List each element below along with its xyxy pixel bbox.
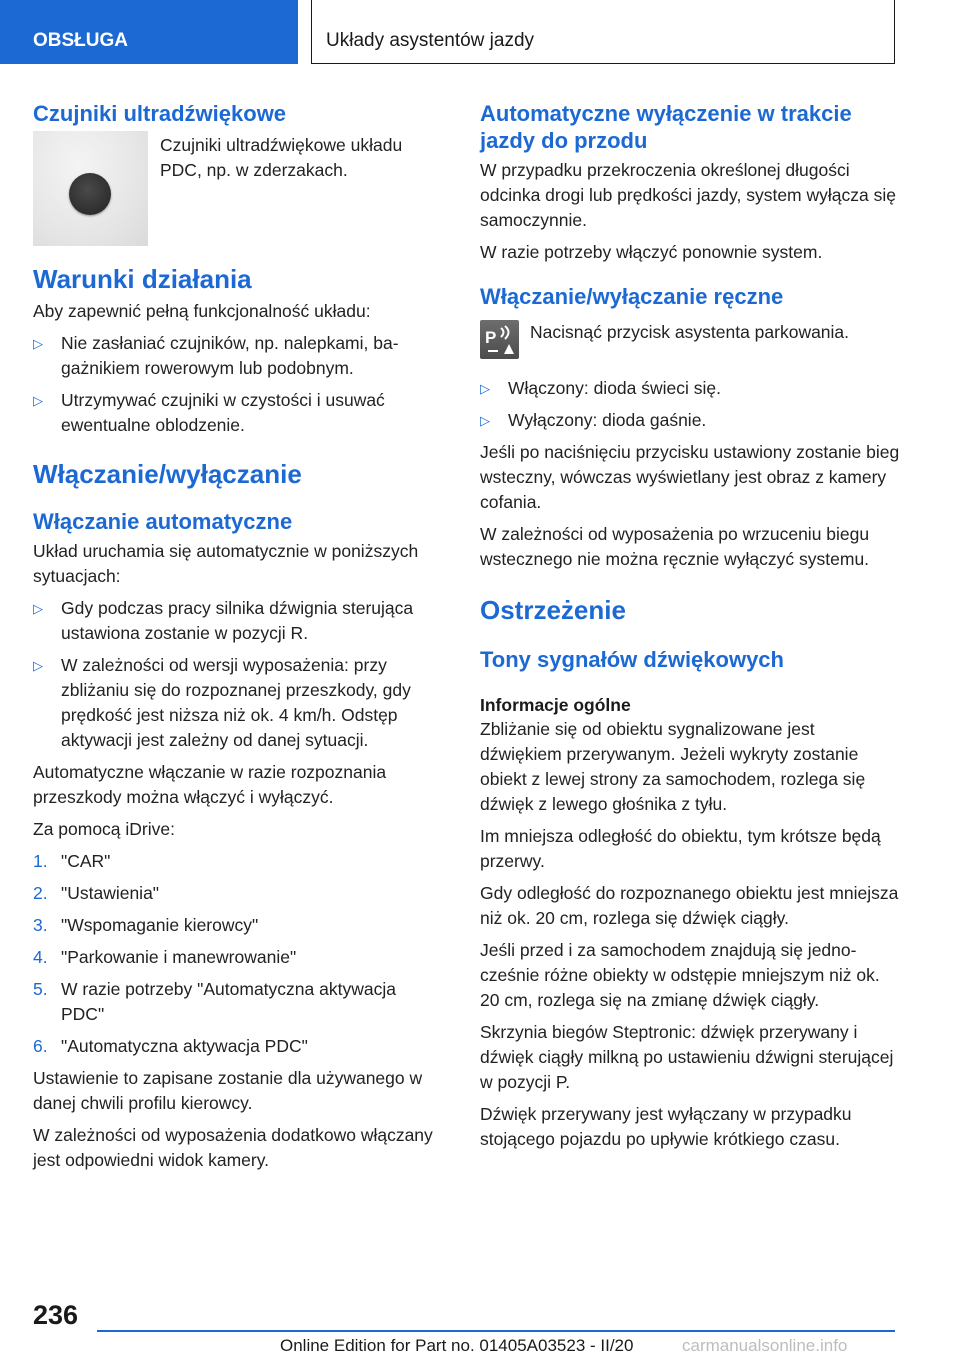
camera-para: W zależności od wyposażenia dodatkowo włączany jest odpowiedni widok kamery. bbox=[33, 1125, 433, 1170]
idrive-steps bbox=[33, 849, 443, 1059]
page-header bbox=[0, 0, 960, 66]
onoff-heading: Włączanie/wyłączanie bbox=[33, 459, 302, 489]
park-assist-symbol-icon bbox=[480, 320, 519, 359]
manual-list bbox=[480, 376, 900, 433]
conditions-list bbox=[33, 331, 443, 438]
tones-para: Skrzynia biegów Steptronic: dźwięk przerywany i dźwięk ciągły milkną po ustawieniu dźwigni sterującej w pozycji P. bbox=[480, 1022, 894, 1092]
triangle-bullet-icon: ▷ bbox=[33, 393, 43, 408]
park-assist-button-icon bbox=[480, 320, 519, 359]
step-number: 1. bbox=[33, 851, 48, 871]
list-item: ▷ Wyłączony: dioda gaśnie. bbox=[480, 408, 900, 433]
list-item: 6. "Automatyczna aktywacja PDC" bbox=[33, 1034, 443, 1059]
step-number: 2. bbox=[33, 883, 48, 903]
sensors-text: Czujniki ultradźwiękowe układu PDC, np. w zderzakach. bbox=[160, 135, 403, 180]
tones-para: Im mniejsza odległość do obiektu, tym krótsze będą przerwy. bbox=[480, 826, 881, 871]
tones-para: Dźwięk przerywany jest wyłączany w przypadku stojącego pojazdu po upływie krótkiego czasu. bbox=[480, 1104, 852, 1149]
triangle-bullet-icon: ▷ bbox=[480, 381, 490, 396]
tones-para: Jeśli przed i za samochodem znajdują się jednocześnie różne obiekty w odstępie mniejszym niż ok. 20 cm, rozlega się na zmianę dźwięk ciągły. bbox=[480, 940, 880, 1010]
list-item: 1. "CAR" bbox=[33, 849, 443, 874]
sensors-heading: Czujniki ultradźwiękowe bbox=[33, 101, 287, 126]
step-number: 3. bbox=[33, 915, 48, 935]
sensor-dot-icon bbox=[69, 173, 111, 215]
conditions-intro: Aby zapewnić pełną funkcjonalność układu: bbox=[33, 301, 371, 321]
ultrasonic-sensor-image bbox=[33, 131, 148, 246]
footer-divider bbox=[97, 1330, 895, 1332]
sensor-figure bbox=[33, 131, 443, 249]
saved-para: Ustawienie to zapisane zostanie dla używanego w danej chwili profilu kierowcy. bbox=[33, 1068, 423, 1113]
list-item: 5. W razie potrzeby "Automatyczna aktywacja PDC" bbox=[33, 979, 396, 1024]
triangle-bullet-icon: ▷ bbox=[33, 601, 43, 616]
manual-para2: W zależności od wyposażenia po wrzuceniu biegu wstecznego nie można ręcznie wyłączyć systemu. bbox=[480, 524, 870, 569]
list-item: ▷ Gdy podczas pracy silnika dźwignia sterująca ustawiona zostanie w pozycji R. bbox=[33, 598, 414, 643]
auto-list bbox=[33, 596, 443, 753]
conditions-heading: Warunki działania bbox=[33, 264, 252, 294]
section-title: OBSŁUGA bbox=[33, 30, 128, 51]
list-item: 2. "Ustawienia" bbox=[33, 881, 443, 906]
triangle-bullet-icon: ▷ bbox=[33, 336, 43, 351]
forward-para1: W przypadku przekroczenia określonej długości odcinka drogi lub prędkości jazdy, system wyłącza się samoczynnie. bbox=[480, 160, 896, 230]
general-heading: Informacje ogólne bbox=[480, 695, 631, 715]
left-column bbox=[33, 100, 443, 1180]
right-column bbox=[480, 100, 900, 1159]
list-item: ▷ W zależności od wersji wyposażenia: przy zbliżaniu się do rozpoznanej przeszkody, gdy prędkość jest niższa niż ok. 4 km/h. Odstęp aktywacji jest zależny od danej sytuacji. bbox=[33, 655, 411, 750]
warning-heading: Ostrzeżenie bbox=[480, 595, 626, 625]
triangle-bullet-icon: ▷ bbox=[33, 658, 43, 673]
svg-text:P: P bbox=[485, 328, 497, 347]
list-item: ▷ Nie zasłaniać czujników, np. nalepkami, bagażnikiem rowerowym lub podobnym. bbox=[33, 333, 399, 378]
manual-heading: Włączanie/wyłączanie ręczne bbox=[480, 284, 784, 309]
tones-para: Gdy odległość do rozpoznanego obiektu jest mniejsza niż ok. 20 cm, rozlega się dźwięk ciągły. bbox=[480, 883, 899, 928]
pdc-text: Nacisnąć przycisk asystenta parkowania. bbox=[530, 322, 850, 342]
chapter-box bbox=[311, 0, 895, 64]
auto-heading: Włączanie automatyczne bbox=[33, 509, 293, 534]
step-number: 4. bbox=[33, 947, 48, 967]
list-item: ▷ Utrzymywać czujniki w czystości i usuwać ewentualne oblodzenie. bbox=[33, 390, 385, 435]
chapter-title: Układy asystentów jazdy bbox=[326, 30, 535, 51]
tones-heading: Tony sygnałów dźwiękowych bbox=[480, 647, 784, 672]
step-number: 5. bbox=[33, 979, 48, 999]
site-watermark: carmanualsonline.info bbox=[682, 1336, 848, 1355]
list-item: 3. "Wspomaganie kierowcy" bbox=[33, 913, 443, 938]
triangle-bullet-icon: ▷ bbox=[480, 413, 490, 428]
pdc-instruction bbox=[480, 320, 900, 368]
tones-para: Zbliżanie się od obiektu sygnalizowane jest dźwiękiem przerywanym. Jeżeli wykryty zostanie obiekt z lewej strony za samochodem, rozlega się dźwięk z lewego głośnika z tyłu. bbox=[480, 719, 866, 814]
section-tab bbox=[0, 0, 298, 64]
auto-para: Automatyczne włączanie w razie rozpoznania przeszkody można włączyć i wyłączyć. bbox=[33, 762, 387, 807]
step-number: 6. bbox=[33, 1036, 48, 1056]
forward-heading: Automatyczne wyłączenie w trakcie jazdy do przodu bbox=[480, 101, 852, 153]
list-item: 4. "Parkowanie i manewrowanie" bbox=[33, 945, 443, 970]
list-item: ▷ Włączony: dioda świeci się. bbox=[480, 376, 900, 401]
edition-text: Online Edition for Part no. 01405A03523 - II/20 bbox=[280, 1336, 634, 1355]
forward-para2: W razie potrzeby włączyć ponownie system. bbox=[480, 242, 823, 262]
page-number: 236 bbox=[33, 1300, 79, 1330]
manual-para1: Jeśli po naciśnięciu przycisku ustawiony zostanie bieg wsteczny, wówczas wyświetlany jest obraz z kamery cofania. bbox=[480, 442, 900, 512]
auto-intro: Układ uruchamia się automatycznie w poniższych sytuacjach: bbox=[33, 541, 419, 586]
idrive-intro: Za pomocą iDrive: bbox=[33, 819, 175, 839]
